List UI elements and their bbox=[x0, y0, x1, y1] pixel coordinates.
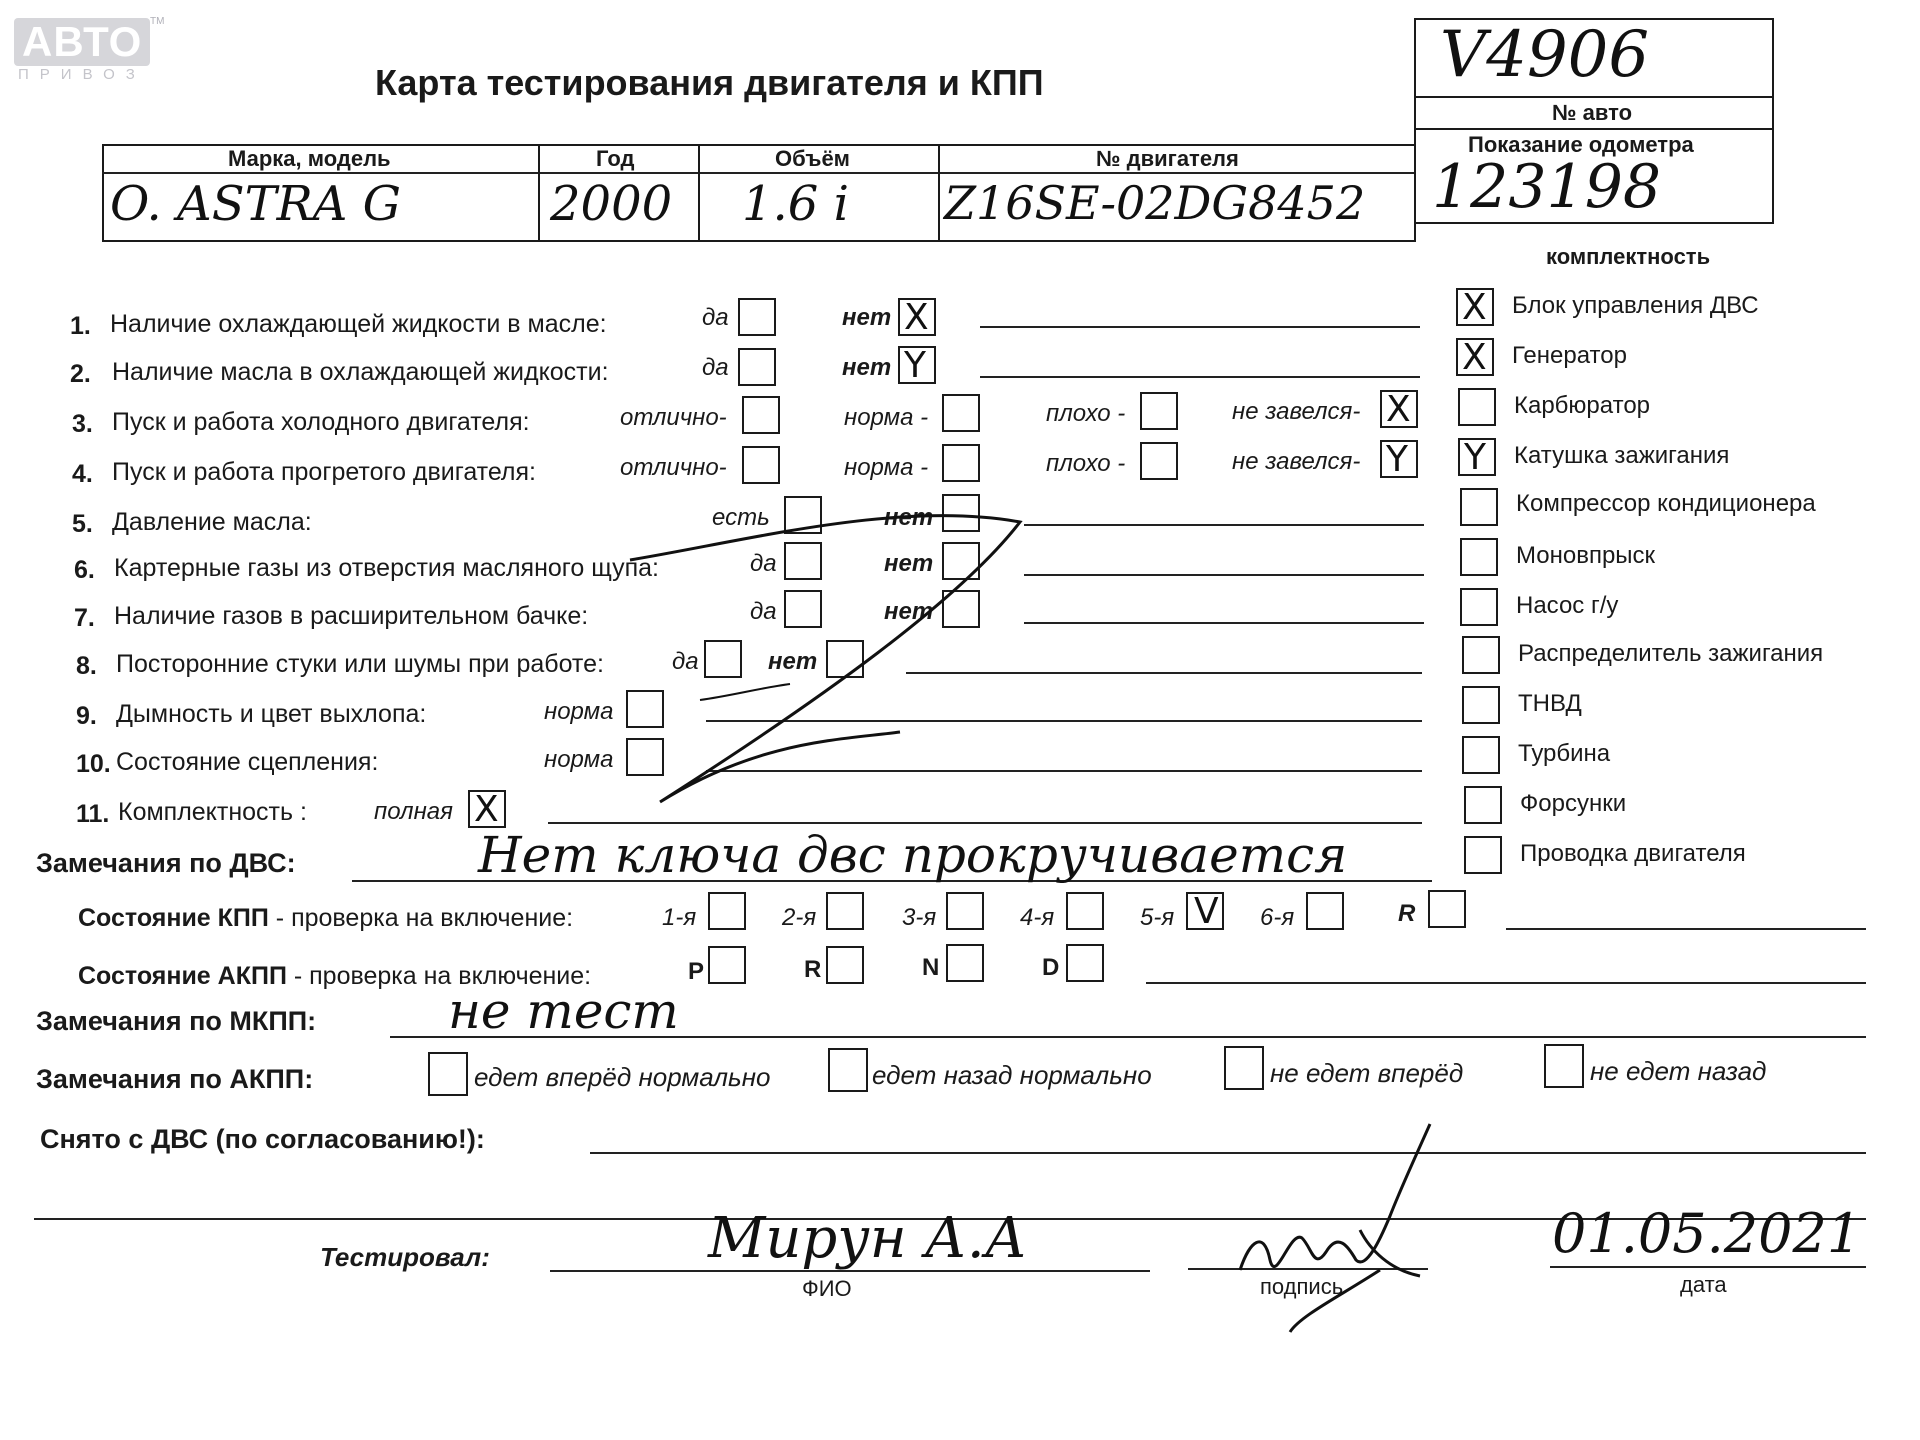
q6-line bbox=[1024, 574, 1424, 576]
gear-1-checkbox[interactable] bbox=[708, 892, 746, 930]
akpp-remark-option: не едет вперёд bbox=[1270, 1058, 1464, 1088]
akpp-r-checkbox[interactable] bbox=[826, 946, 864, 984]
kit-item-label: Форсунки bbox=[1520, 790, 1627, 817]
option-no: нет bbox=[842, 304, 892, 331]
akpp-p-checkbox[interactable] bbox=[708, 946, 746, 984]
gear-5-mark: V bbox=[1194, 891, 1219, 932]
year-value: 2000 bbox=[550, 176, 673, 232]
remarks-mkpp-value: не тест bbox=[448, 982, 679, 1040]
option-excellent: отлично- bbox=[620, 404, 727, 431]
gear-3-checkbox[interactable] bbox=[946, 892, 984, 930]
date-label: дата bbox=[1680, 1272, 1727, 1297]
option-bad: плохо - bbox=[1046, 450, 1126, 477]
question-text: Пуск и работа прогретого двигателя: bbox=[112, 458, 536, 486]
removed-label: Снято с ДВС (по согласованию!): bbox=[40, 1124, 485, 1154]
option-nostart: не завелся- bbox=[1232, 398, 1361, 425]
question-number: 8. bbox=[76, 652, 97, 680]
question-number: 4. bbox=[72, 460, 93, 488]
akpp-position-label: P bbox=[688, 958, 705, 985]
akpp-remark-checkbox[interactable] bbox=[1224, 1046, 1264, 1090]
q3-nostart-mark: X bbox=[1386, 389, 1411, 430]
auto-no-value: V4906 bbox=[1440, 18, 1650, 92]
kit-item-label: Распределитель зажигания bbox=[1518, 640, 1824, 667]
akpp-remark-option: не едет назад bbox=[1590, 1056, 1767, 1086]
remarks-engine-label: Замечания по ДВС: bbox=[36, 848, 296, 878]
question-text: Пуск и работа холодного двигателя: bbox=[112, 408, 530, 436]
make-value: O. ASTRA G bbox=[110, 176, 402, 232]
kit-checkbox[interactable] bbox=[1458, 388, 1496, 426]
volume-value: 1.6 i bbox=[742, 176, 849, 232]
gear-label: 2-я bbox=[782, 904, 817, 931]
option-no: нет bbox=[842, 354, 892, 381]
kit-item-label: Блок управления ДВС bbox=[1512, 292, 1759, 319]
akpp-position-label: D bbox=[1042, 954, 1060, 981]
kit-item-label: Компрессор кондиционера bbox=[1516, 490, 1816, 517]
engine-value: Z16SE-02DG8452 bbox=[944, 176, 1366, 230]
signature-label: подпись bbox=[1260, 1274, 1344, 1299]
fio-value: Мирун А.А bbox=[708, 1206, 1028, 1271]
engine-label: № двигателя bbox=[1096, 146, 1239, 171]
question-number: 10. bbox=[76, 750, 111, 778]
q4-excellent-checkbox[interactable] bbox=[742, 446, 780, 484]
q1-no-mark: X bbox=[904, 297, 929, 338]
logo-tm: TM bbox=[150, 16, 165, 27]
strike-through-stroke bbox=[600, 500, 1040, 820]
date-line bbox=[1550, 1266, 1866, 1268]
akpp-sub: - проверка на включение: bbox=[286, 962, 592, 990]
odometer-value: 123198 bbox=[1432, 152, 1662, 222]
option-yes: да bbox=[702, 354, 729, 381]
tested-label: Тестировал: bbox=[320, 1242, 490, 1272]
kit-checkbox[interactable] bbox=[1464, 836, 1502, 874]
remarks-mkpp-label: Замечания по МКПП: bbox=[36, 1006, 317, 1036]
kit-item-label: Насос г/у bbox=[1516, 592, 1619, 619]
option-no: нет bbox=[884, 598, 934, 625]
gear-label: R bbox=[1398, 900, 1416, 927]
option-full: полная bbox=[374, 798, 453, 825]
question-text: Состояние сцепления: bbox=[116, 748, 379, 776]
logo-brand: АВТО bbox=[22, 18, 143, 65]
option-bad: плохо - bbox=[1046, 400, 1126, 427]
volume-label: Объём bbox=[775, 146, 850, 171]
make-label: Марка, модель bbox=[228, 146, 391, 171]
question-number: 5. bbox=[72, 510, 93, 538]
question-number: 7. bbox=[74, 604, 95, 632]
option-no: нет bbox=[768, 648, 818, 675]
gear-label: 4-я bbox=[1020, 904, 1055, 931]
akpp-d-checkbox[interactable] bbox=[1066, 944, 1104, 982]
akpp-line bbox=[1146, 982, 1866, 984]
q2-line bbox=[980, 376, 1420, 378]
kit-checkbox[interactable] bbox=[1460, 588, 1498, 626]
option-normal: норма - bbox=[844, 454, 929, 481]
question-text: Посторонние стуки или шумы при работе: bbox=[116, 650, 604, 678]
option-yes: да bbox=[750, 598, 777, 625]
kit-item-label: Катушка зажигания bbox=[1514, 442, 1730, 469]
kit-item-label: Турбина bbox=[1518, 740, 1611, 767]
gear-label: 5-я bbox=[1140, 904, 1175, 931]
q11-full-mark: X bbox=[474, 789, 499, 830]
kit-checkbox[interactable] bbox=[1460, 488, 1498, 526]
q3-bad-checkbox[interactable] bbox=[1140, 392, 1178, 430]
kit-item-label: Карбюратор bbox=[1514, 392, 1651, 419]
kit-checkbox[interactable] bbox=[1462, 686, 1500, 724]
odometer-label: Показание одометра bbox=[1468, 132, 1694, 157]
year-label: Год bbox=[596, 146, 635, 171]
gear-label: 3-я bbox=[902, 904, 937, 931]
option-no: нет bbox=[884, 504, 934, 531]
akpp-remark-checkbox[interactable] bbox=[428, 1052, 468, 1096]
q4-nostart-mark: Y bbox=[1386, 439, 1408, 480]
question-text: Комплектность : bbox=[118, 798, 307, 826]
q3-normal-checkbox[interactable] bbox=[942, 394, 980, 432]
question-number: 11. bbox=[76, 800, 110, 828]
question-number: 6. bbox=[74, 556, 95, 584]
q4-bad-checkbox[interactable] bbox=[1140, 442, 1178, 480]
option-norm: норма bbox=[544, 746, 614, 773]
akpp-n-checkbox[interactable] bbox=[946, 944, 984, 982]
logo-sub: ПРИВОЗ bbox=[18, 66, 146, 83]
kit-item-label: Проводка двигателя bbox=[1520, 840, 1746, 867]
remarks-akpp-label: Замечания по АКПП: bbox=[36, 1064, 314, 1094]
kit-item-label: Моновпрыск bbox=[1516, 542, 1656, 569]
option-present: есть bbox=[712, 504, 770, 531]
gearbox-line bbox=[1506, 928, 1866, 930]
option-normal: норма - bbox=[844, 404, 929, 431]
gear-4-checkbox[interactable] bbox=[1066, 892, 1104, 930]
akpp-position-label: N bbox=[922, 954, 940, 981]
akpp-remark-option: едет назад нормально bbox=[872, 1060, 1152, 1090]
q5-line bbox=[1024, 524, 1424, 526]
q11-line bbox=[548, 822, 1422, 824]
q1-yes-checkbox[interactable] bbox=[738, 298, 776, 336]
gear-2-checkbox[interactable] bbox=[826, 892, 864, 930]
question-number: 9. bbox=[76, 702, 97, 730]
question-number: 2. bbox=[70, 360, 91, 388]
question-text: Давление масла: bbox=[112, 508, 312, 536]
q3-excellent-checkbox[interactable] bbox=[742, 396, 780, 434]
akpp-label: Состояние АКПП bbox=[78, 962, 287, 990]
gear-label: 6-я bbox=[1260, 904, 1295, 931]
q7-line bbox=[1024, 622, 1424, 624]
question-text: Картерные газы из отверстия масляного щупа: bbox=[114, 554, 659, 582]
question-number: 1. bbox=[70, 312, 91, 340]
col-divider bbox=[538, 144, 540, 242]
q2-no-mark: Y bbox=[904, 345, 926, 386]
option-excellent: отлично- bbox=[620, 454, 727, 481]
removed-line bbox=[590, 1152, 1866, 1154]
kit-item-label: Генератор bbox=[1512, 342, 1627, 369]
gearbox-sub: - проверка на включение: bbox=[268, 904, 574, 932]
signature-drawing bbox=[1230, 1120, 1470, 1340]
question-text: Наличие охлаждающей жидкости в масле: bbox=[110, 310, 607, 338]
kit-mark: X bbox=[1462, 287, 1487, 328]
q4-normal-checkbox[interactable] bbox=[942, 444, 980, 482]
kit-checkbox[interactable] bbox=[1464, 786, 1502, 824]
col-divider bbox=[698, 144, 700, 242]
kit-mark: X bbox=[1462, 337, 1487, 378]
akpp-remark-option: едет вперёд нормально bbox=[474, 1062, 771, 1092]
gearbox-label: Состояние КПП bbox=[78, 904, 269, 932]
akpp-remark-checkbox[interactable] bbox=[1544, 1044, 1584, 1088]
gear-r-checkbox[interactable] bbox=[1428, 890, 1466, 928]
gear-6-checkbox[interactable] bbox=[1306, 892, 1344, 930]
kit-checkbox[interactable] bbox=[1462, 736, 1500, 774]
option-no: нет bbox=[884, 550, 934, 577]
option-yes: да bbox=[672, 648, 699, 675]
remarks-engine-value: Нет ключа двс прокручивается bbox=[478, 826, 1348, 884]
kit-title: комплектность bbox=[1546, 244, 1711, 269]
fio-label: ФИО bbox=[802, 1276, 852, 1301]
auto-no-label: № авто bbox=[1552, 100, 1633, 125]
question-text: Наличие газов в расширительном бачке: bbox=[114, 602, 589, 630]
akpp-remark-checkbox[interactable] bbox=[828, 1048, 868, 1092]
kit-mark: Y bbox=[1464, 437, 1486, 478]
gear-label: 1-я bbox=[662, 904, 697, 931]
question-number: 3. bbox=[72, 410, 93, 438]
kit-checkbox[interactable] bbox=[1462, 636, 1500, 674]
question-text: Наличие масла в охлаждающей жидкости: bbox=[112, 358, 609, 386]
kit-item-label: ТНВД bbox=[1518, 690, 1582, 717]
option-yes: да bbox=[702, 304, 729, 331]
kit-checkbox[interactable] bbox=[1460, 538, 1498, 576]
akpp-position-label: R bbox=[804, 956, 822, 983]
q2-yes-checkbox[interactable] bbox=[738, 348, 776, 386]
date-value: 01.05.2021 bbox=[1552, 1202, 1862, 1265]
option-yes: да bbox=[750, 550, 777, 577]
col-divider bbox=[938, 144, 940, 242]
option-nostart: не завелся- bbox=[1232, 448, 1361, 475]
option-norm: норма bbox=[544, 698, 614, 725]
page-title: Карта тестирования двигателя и КПП bbox=[375, 62, 1044, 103]
question-text: Дымность и цвет выхлопа: bbox=[116, 700, 427, 728]
gearbox-label-line bbox=[78, 904, 573, 933]
header-divider bbox=[102, 172, 1414, 174]
q1-line bbox=[980, 326, 1420, 328]
